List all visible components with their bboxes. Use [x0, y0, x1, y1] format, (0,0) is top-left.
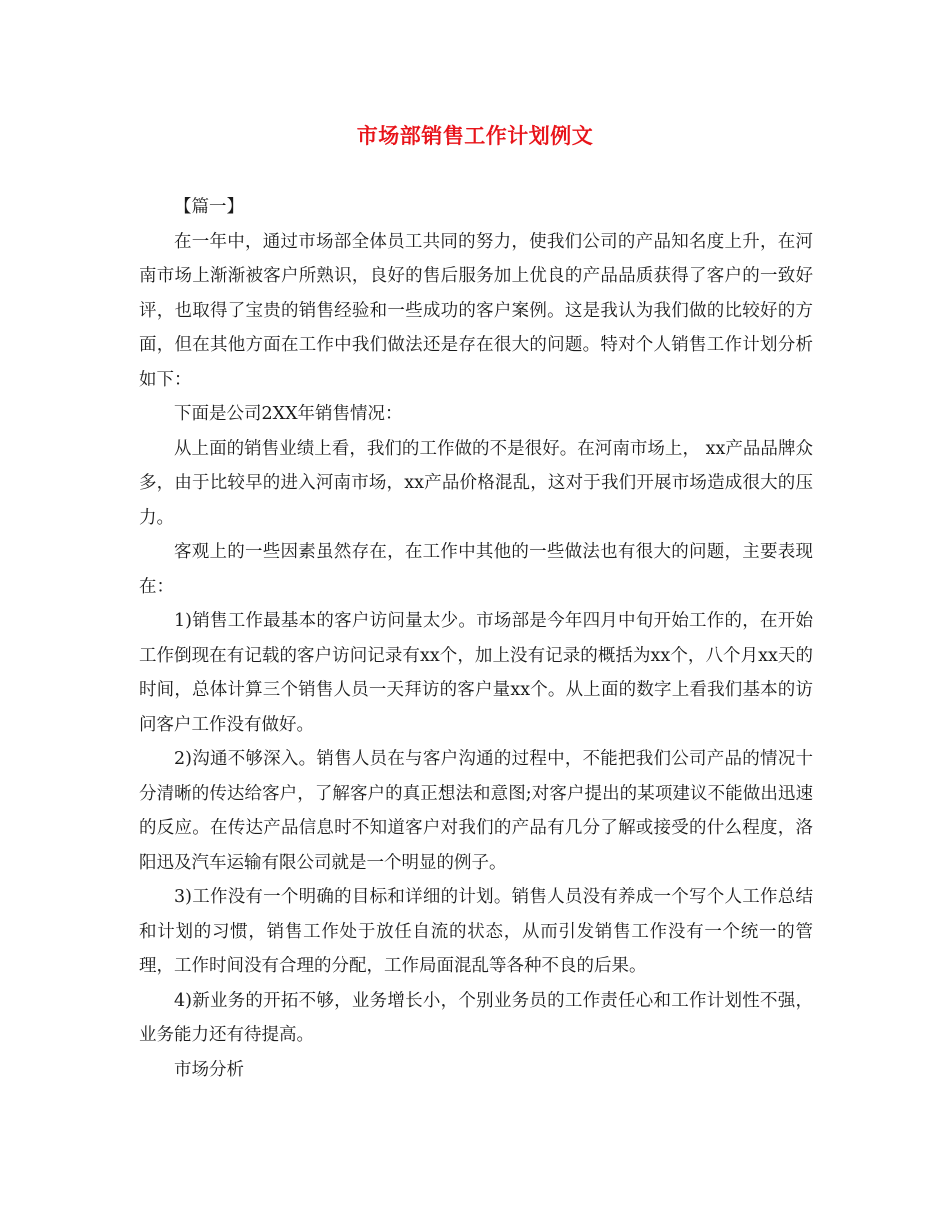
list-item: 2)沟通不够深入。销售人员在与客户沟通的过程中，不能把我们公司产品的情况十分清晰的传达给客户，了解客户的真正想法和意图;对客户提出的某项建议不能做出迅速的反应。在传达产品信息时不知道客户对我们的产品有几分了解或接受的什么程度，洛阳迅及汽车运输有限公司就是一个明显的例子。 — [139, 749, 813, 873]
subheading: 市场分析 — [174, 1059, 244, 1080]
list-item: 3)工作没有一个明确的目标和详细的计划。销售人员没有养成一个写个人工作总结和计划的习惯，销售工作处于放任自流的状态，从而引发销售工作没有一个统一的管理，工作时间没有合理的分配，工作局面混乱等各种不良的后果。 — [139, 887, 813, 976]
list-item: 1)销售工作最基本的客户访问量太少。市场部是今年四月中旬开始工作的，在开始工作倒现在有记载的客户访问记录有xx个，加上没有记录的概括为xx个，八个月xx天的时间，总体计算三个销售人员一天拜访的客户量xx个。从上面的数字上看我们基本的访问客户工作没有做好。 — [139, 611, 813, 735]
document-title: 市场部销售工作计划例文 — [356, 124, 594, 148]
paragraph: 客观上的一些因素虽然存在，在工作中其他的一些做法也有很大的问题，主要表现在： — [139, 542, 813, 597]
paragraph: 在一年中，通过市场部全体员工共同的努力，使我们公司的产品知名度上升，在河南市场上渐渐被客户所熟识，良好的售后服务加上优良的产品品质获得了客户的一致好评，也取得了宝贵的销售经验和一些成功的客户案例。这是我认为我们做的比较好的方面，但在其他方面在工作中我们做法还是存在很大的问题。特对个人销售工作计划分析如下： — [139, 231, 813, 390]
section-heading: 【篇一】 — [174, 197, 244, 217]
list-item: 4)新业务的开拓不够，业务增长小，个别业务员的工作责任心和工作计划性不强，业务能力还有待提高。 — [139, 990, 813, 1045]
document-body — [139, 190, 813, 1087]
paragraph: 下面是公司2XX年销售情况： — [174, 404, 403, 424]
paragraph: 从上面的销售业绩上看，我们的工作做的不是很好。在河南市场上， xx产品品牌众多，由于比较早的进入河南市场，xx产品价格混乱，这对于我们开展市场造成很大的压力。 — [139, 438, 813, 528]
